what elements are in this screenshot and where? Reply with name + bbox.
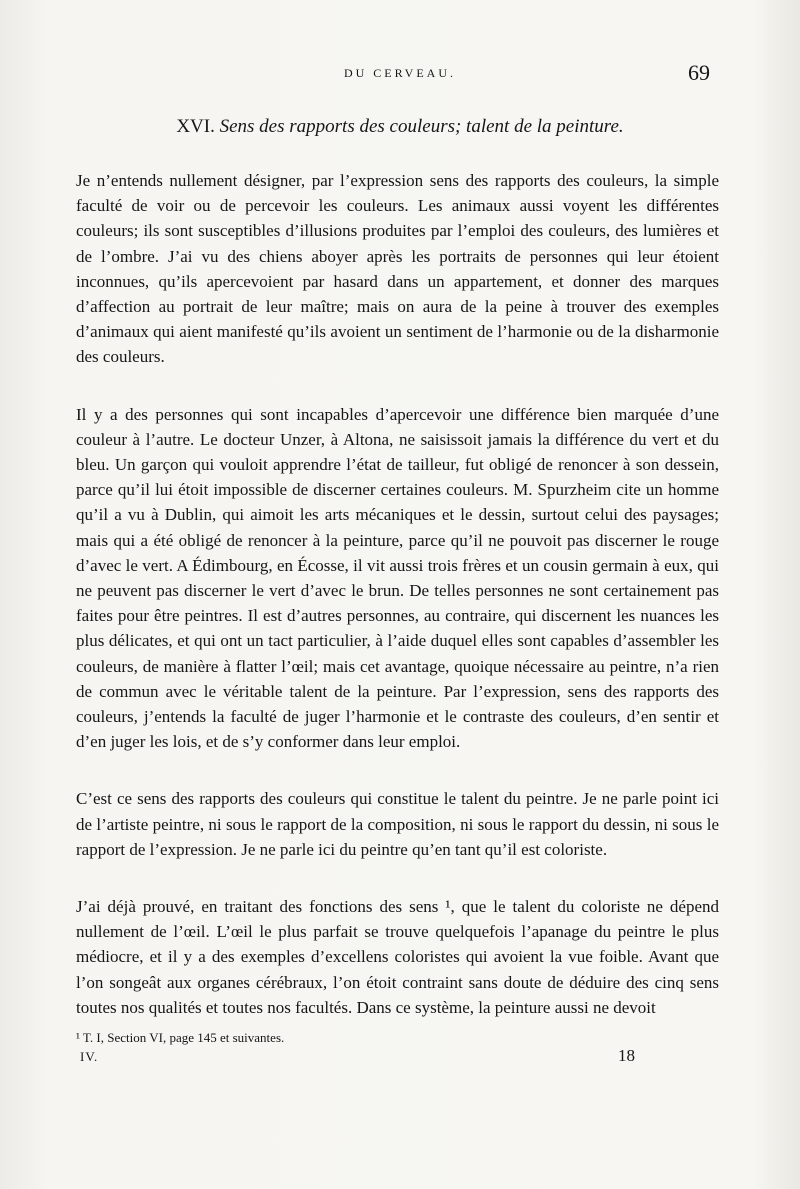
section-number: XVI.: [176, 116, 215, 137]
page-number: 69: [688, 60, 710, 85]
running-head: DU CERVEAU.: [343, 66, 457, 80]
signature-mark: IV.: [80, 1049, 99, 1064]
section-title: Sens des rapports des couleurs; talent de la peinture.: [219, 116, 624, 137]
paragraph-1: Je n’entends nullement désigner, par l’expression sens des rapports des couleurs, la simple faculté de voir ou de percevoir les couleurs. Les animaux aussi voyent les différentes couleurs; ils sont susceptibles d’illusions produites par l’emploi des couleurs, des lumières et de l’ombre. J’ai vu des chiens aboyer après les portraits de personnes qui leur étoient inconnues, qu’ils apercevoient par hasard dans un appartement, et donner des marques d’affection au portrait de leur maître; mais on aura de la peine à trouver des exemples d’animaux qui aient manifesté qu’ils avoient un sentiment de l’harmonie ou de la disharmonie des couleurs.: [76, 171, 719, 367]
section-heading: [0, 116, 800, 138]
paragraph-2: Il y a des personnes qui sont incapables d’apercevoir une différence bien marquée d’une couleur à l’autre. Le docteur Unzer, à Altona, ne saisissoit jamais la différence du vert et du bleu. Un garçon qui vouloit apprendre l’état de tailleur, fut obligé de renoncer à son dessein, parce qu’il lui étoit impossible de discerner certaines couleurs. M. Spurzheim cite un homme qu’il a vu à Dublin, qui aimoit les arts mécaniques et le dessin, surtout celui des paysages; mais qui a été obligé de renoncer à la peinture, parce qu’il ne pouvoit pas discerner le rouge d’avec le vert. A Édimbourg, en Écosse, il vit aussi trois frères et un cousin germain à eux, qui ne peuvent pas discerner le vert d’avec le brun. De telles personnes ne sont certainement pas faites pour être peintres. Il est d’autres personnes, au contraire, qui discernent les nuances les plus délicates, et qui ont un tact particulier, à l’aide duquel elles sont capables d’assembler les couleurs, de manière à flatter l’œil; mais cet avantage, quoique nécessaire au peintre, n’a rien de commun avec le véritable talent de la peinture. Par l’expression, sens des rapports des couleurs, j’entends la faculté de juger l’harmonie et le contraste des couleurs, d’en sentir et d’en juger les lois, et de s’y conformer dans leur emploi.: [76, 404, 719, 752]
paragraph-4: J’ai déjà prouvé, en traitant des fonctions des sens ¹, que le talent du coloriste ne dépend nullement de l’œil. L’œil le plus parfait se trouve quelquefois l’apanage du peintre le plus médiocre, et il y a des exemples d’excellens coloristes qui avoient la vue foible. Avant que l’on songeât aux organes cérébraux, l’on étoit contraint sans doute de déduire des cinq sens toutes nos qualités et toutes nos facultés. Dans ce système, la peinture aussi ne devoit: [76, 897, 719, 1017]
paragraph-3: C’est ce sens des rapports des couleurs qui constitue le talent du peintre. Je ne parle point ici de l’artiste peintre, ni sous le rapport de la composition, ni sous le rapport du dessin, ni sous le rapport de l’expression. Je ne parle ici du peintre qu’en tant qu’il est coloriste.: [76, 789, 719, 859]
gathering-number: 18: [618, 1046, 635, 1065]
footnote: ¹ T. I, Section VI, page 145 et suivantes.: [76, 1030, 285, 1045]
body-text: [76, 168, 719, 1050]
